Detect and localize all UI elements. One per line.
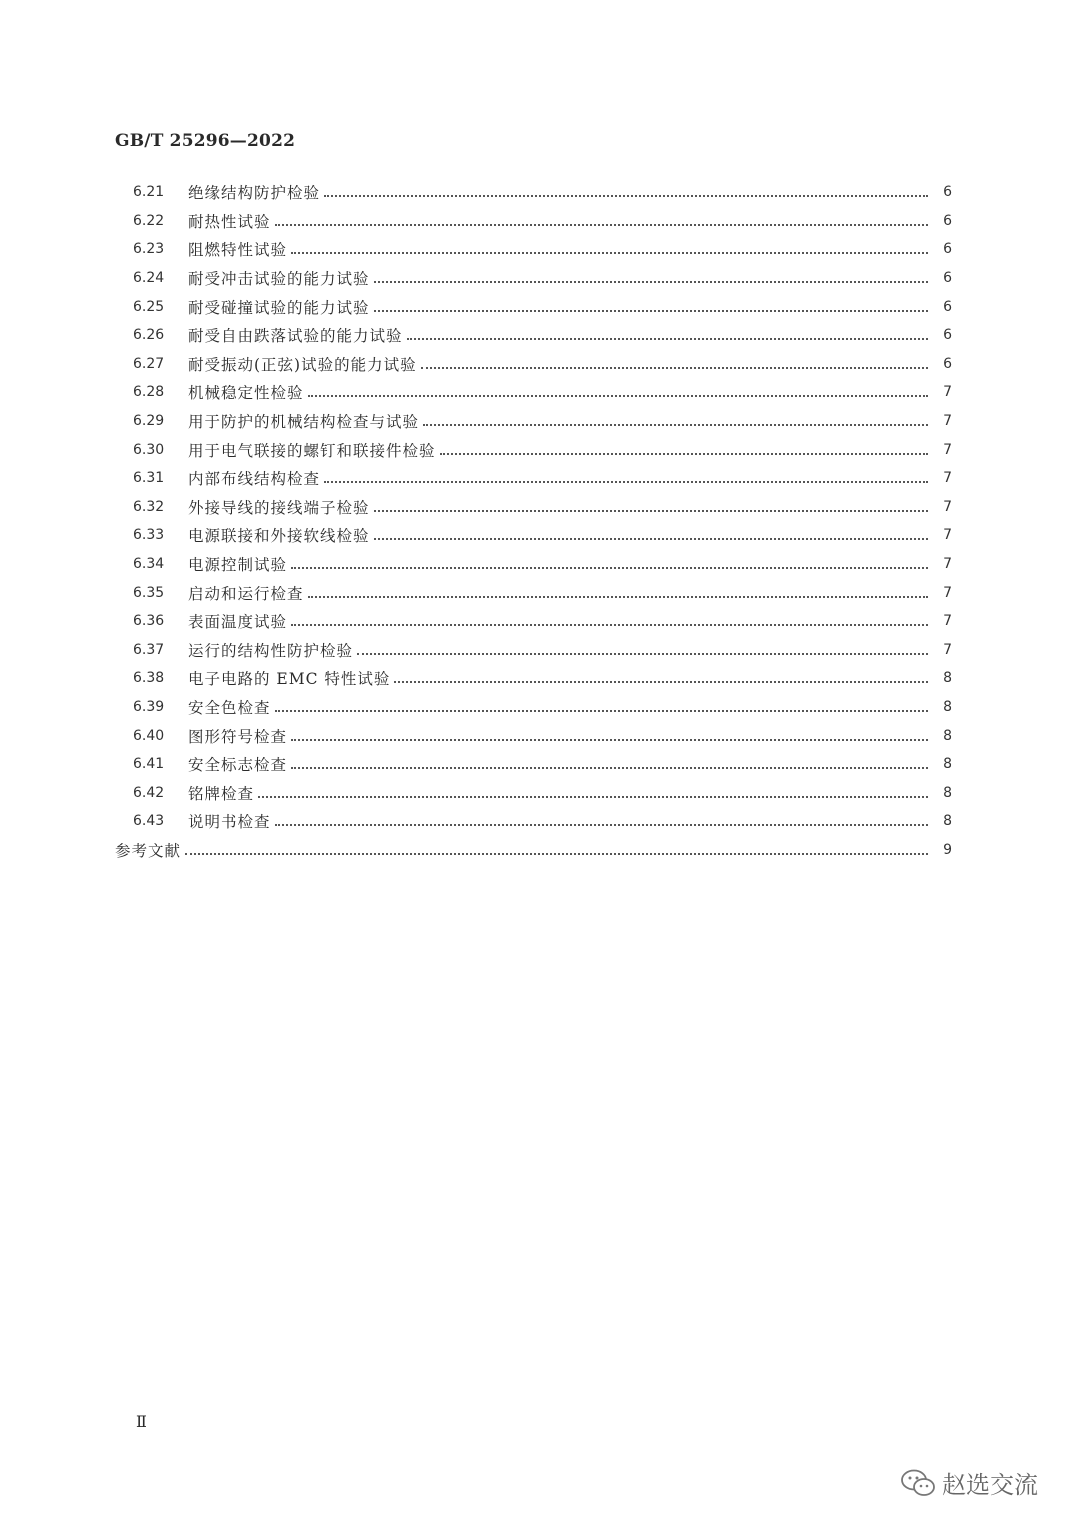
dot-leader	[407, 338, 928, 340]
toc-entry[interactable]	[0, 378, 1080, 407]
toc-title: 启动和运行检查	[188, 584, 304, 603]
toc-page-number: 6	[943, 298, 952, 315]
toc-title: 电子电路的 EMC 特性试验	[188, 670, 391, 689]
toc-entry[interactable]	[0, 178, 1080, 207]
toc-number: 6.28	[133, 384, 165, 401]
toc-page-number: 7	[943, 641, 952, 658]
toc-page-number: 9	[943, 841, 952, 858]
dot-leader	[324, 481, 928, 483]
toc-title: 耐受冲击试验的能力试验	[188, 270, 370, 289]
table-of-contents	[0, 178, 1080, 864]
toc-title: 耐受碰撞试验的能力试验	[188, 298, 370, 317]
watermark	[900, 1465, 1038, 1500]
toc-title: 电源联接和外接软线检验	[188, 527, 370, 546]
toc-page-number: 6	[943, 241, 952, 258]
toc-page-number: 7	[943, 384, 952, 401]
toc-page-number: 8	[943, 670, 952, 687]
toc-title: 阻燃特性试验	[188, 241, 288, 260]
dot-leader	[324, 195, 928, 197]
toc-number: 6.24	[133, 270, 165, 287]
toc-number: 6.36	[133, 613, 165, 630]
toc-entry[interactable]	[0, 521, 1080, 550]
toc-number: 6.42	[133, 784, 165, 801]
toc-title: 外接导线的接线端子检验	[188, 498, 370, 517]
dot-leader	[291, 252, 928, 254]
toc-number: 6.39	[133, 698, 165, 715]
toc-entry[interactable]	[0, 264, 1080, 293]
toc-number: 6.31	[133, 470, 165, 487]
toc-number: 6.23	[133, 241, 165, 258]
toc-number: 6.29	[133, 413, 165, 430]
toc-title: 参考文献	[115, 841, 182, 860]
toc-title: 图形符号检查	[188, 727, 288, 746]
toc-page-number: 7	[943, 441, 952, 458]
toc-entry[interactable]	[0, 292, 1080, 321]
dot-leader	[374, 538, 928, 540]
toc-title: 铭牌检查	[188, 784, 255, 803]
toc-number: 6.32	[133, 498, 165, 515]
dot-leader	[394, 681, 928, 683]
toc-page-number: 7	[943, 613, 952, 630]
toc-entry[interactable]	[0, 464, 1080, 493]
toc-title: 耐热性试验	[188, 212, 271, 231]
dot-leader	[291, 567, 928, 569]
toc-page-number: 8	[943, 756, 952, 773]
dot-leader	[423, 424, 928, 426]
toc-number: 6.33	[133, 527, 165, 544]
toc-entry[interactable]	[0, 607, 1080, 636]
dot-leader	[275, 710, 928, 712]
toc-number: 6.21	[133, 184, 165, 201]
toc-number: 6.30	[133, 441, 165, 458]
watermark-text: 赵选交流	[942, 1471, 1038, 1499]
toc-entry[interactable]	[0, 407, 1080, 436]
toc-entry[interactable]	[0, 235, 1080, 264]
toc-page-number: 7	[943, 556, 952, 573]
toc-number: 6.26	[133, 327, 165, 344]
toc-number: 6.22	[133, 212, 165, 229]
toc-entry[interactable]	[0, 321, 1080, 350]
document-id-header: GB/T 25296—2022	[115, 131, 296, 151]
toc-title: 电源控制试验	[188, 556, 288, 575]
toc-title: 用于电气联接的螺钉和联接件检验	[188, 441, 436, 460]
toc-entry[interactable]	[0, 493, 1080, 522]
dot-leader	[291, 767, 928, 769]
toc-title: 绝缘结构防护检验	[188, 184, 321, 203]
dot-leader	[275, 824, 928, 826]
dot-leader	[421, 367, 928, 369]
toc-title: 运行的结构性防护检验	[188, 641, 354, 660]
toc-page-number: 6	[943, 355, 952, 372]
toc-title: 用于防护的机械结构检查与试验	[188, 413, 420, 432]
toc-entry[interactable]	[0, 778, 1080, 807]
toc-title: 说明书检查	[188, 813, 271, 832]
toc-number: 6.38	[133, 670, 165, 687]
dot-leader	[374, 310, 928, 312]
toc-page-number: 8	[943, 727, 952, 744]
dot-leader	[291, 624, 928, 626]
toc-number: 6.43	[133, 813, 165, 830]
dot-leader	[185, 853, 928, 855]
toc-entry[interactable]	[0, 350, 1080, 379]
toc-page-number: 6	[943, 327, 952, 344]
toc-title: 安全色检查	[188, 698, 271, 717]
toc-title: 耐受振动(正弦)试验的能力试验	[188, 355, 417, 374]
toc-number: 6.35	[133, 584, 165, 601]
toc-title: 安全标志检查	[188, 756, 288, 775]
toc-entry[interactable]	[0, 693, 1080, 722]
dot-leader	[275, 224, 928, 226]
toc-page-number: 7	[943, 584, 952, 601]
toc-title: 机械稳定性检验	[188, 384, 304, 403]
toc-page-number: 8	[943, 813, 952, 830]
wechat-icon	[900, 1468, 936, 1498]
toc-page-number: 7	[943, 413, 952, 430]
toc-title: 耐受自由跌落试验的能力试验	[188, 327, 403, 346]
toc-title: 表面温度试验	[188, 613, 288, 632]
dot-leader	[374, 510, 928, 512]
toc-entry[interactable]	[0, 750, 1080, 779]
toc-number: 6.40	[133, 727, 165, 744]
dot-leader	[440, 453, 928, 455]
toc-page-number: 6	[943, 270, 952, 287]
dot-leader	[258, 796, 928, 798]
toc-entry[interactable]	[0, 636, 1080, 665]
toc-entry[interactable]	[0, 435, 1080, 464]
toc-entry[interactable]	[0, 721, 1080, 750]
toc-entry[interactable]	[0, 550, 1080, 579]
toc-page-number: 7	[943, 527, 952, 544]
toc-entry[interactable]	[0, 664, 1080, 693]
toc-page-number: 6	[943, 212, 952, 229]
toc-page-number: 8	[943, 784, 952, 801]
toc-number: 6.27	[133, 355, 165, 372]
dot-leader	[308, 395, 928, 397]
toc-entry[interactable]	[0, 578, 1080, 607]
dot-leader	[291, 739, 928, 741]
toc-number: 6.34	[133, 556, 165, 573]
page-number-footer: Ⅱ	[136, 1412, 147, 1431]
toc-page-number: 8	[943, 698, 952, 715]
toc-number: 6.37	[133, 641, 165, 658]
toc-title: 内部布线结构检查	[188, 470, 321, 489]
toc-entry[interactable]	[0, 207, 1080, 236]
toc-number: 6.41	[133, 756, 165, 773]
dot-leader	[357, 653, 928, 655]
toc-page-number: 7	[943, 470, 952, 487]
toc-page-number: 6	[943, 184, 952, 201]
toc-entry[interactable]	[0, 807, 1080, 836]
toc-entry-references[interactable]	[0, 836, 1080, 865]
dot-leader	[374, 281, 928, 283]
toc-page-number: 7	[943, 498, 952, 515]
dot-leader	[308, 596, 928, 598]
toc-number: 6.25	[133, 298, 165, 315]
